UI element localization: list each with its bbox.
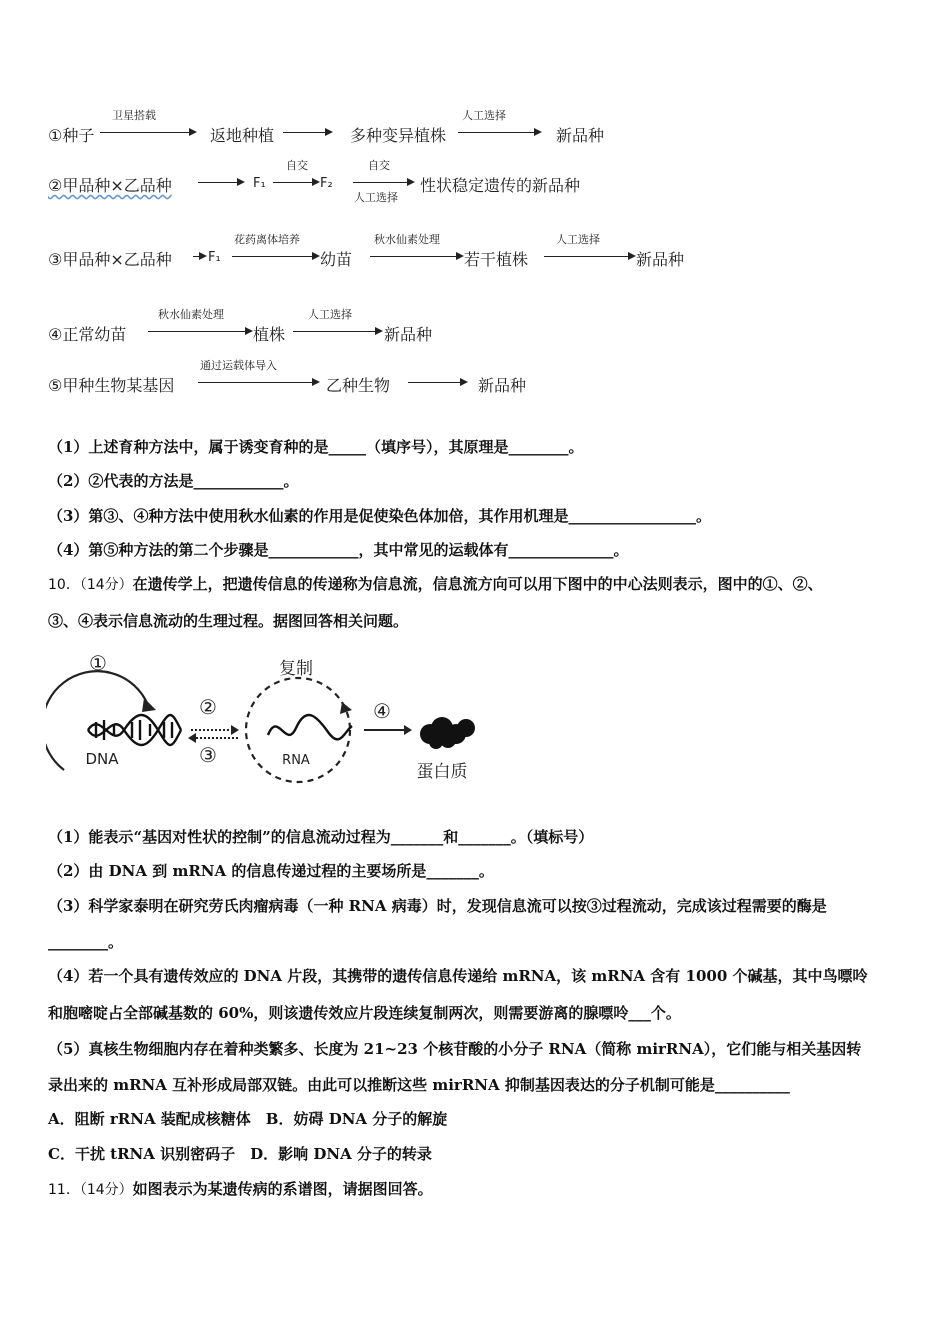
central-dogma-svg xyxy=(46,650,486,790)
arrow-icon xyxy=(283,132,331,133)
arrow-icon xyxy=(353,182,413,183)
q10-option-ab: A．阻断 rRNA 装配成核糖体 B．妨碍 DNA 分子的解旋 xyxy=(48,1110,448,1128)
q10-number: 10． xyxy=(48,577,80,593)
scheme-4-start: ④正常幼苗 xyxy=(48,325,127,344)
scheme-2-end: 性状稳定遗传的新品种 xyxy=(420,176,581,195)
scheme-4-arrow2-label: 人工选择 xyxy=(308,308,352,321)
arrowhead-icon xyxy=(404,725,412,735)
scheme-3-mid2: 幼苗 xyxy=(320,250,353,269)
protein-icon xyxy=(420,717,475,749)
arrow-icon xyxy=(370,256,462,257)
arrow-icon xyxy=(293,331,381,332)
arrow-icon xyxy=(408,382,466,383)
scheme-2-mid1: F₁ xyxy=(253,176,266,191)
scheme-1-arrow3-label: 人工选择 xyxy=(462,109,506,122)
scheme-3-mid3: 若干植株 xyxy=(464,250,529,269)
q11-stem xyxy=(48,1178,433,1199)
scheme-4-mid1: 植株 xyxy=(253,325,286,344)
label-4: ④ xyxy=(373,699,391,723)
scheme-2-arrow3-label: 自交 xyxy=(368,159,390,172)
scheme-4 xyxy=(48,308,468,346)
scheme-5-arrow1-label: 通过运载体导入 xyxy=(200,359,277,372)
scheme-3-end: 新品种 xyxy=(636,250,685,269)
q9-sub-2: （2）②代表的方法是____________。 xyxy=(48,472,299,490)
scheme-1-mid1: 返地种植 xyxy=(210,126,275,145)
arrowhead-icon xyxy=(188,733,196,743)
scheme-2-start: ②甲品种×乙品种 xyxy=(48,176,172,195)
arrowhead-icon xyxy=(340,702,352,714)
q10-score: （14分） xyxy=(79,577,133,593)
scheme-5-mid1: 乙种生物 xyxy=(326,376,391,395)
scheme-1-end: 新品种 xyxy=(556,126,605,145)
scheme-3-arrow4-label: 人工选择 xyxy=(556,233,600,246)
label-rna: RNA xyxy=(282,753,310,768)
q11-stem-text: 如图表示为某遗传病的系谱图，请据图回答。 xyxy=(132,1180,433,1198)
scheme-3-mid1: F₁ xyxy=(208,250,221,265)
q10-sub-4-cont: 和胞嘧啶占全部碱基数的 60%，则该遗传效应片段连续复制两次，则需要游离的腺嘌呤___个。 xyxy=(48,1004,681,1022)
arrow-icon xyxy=(273,182,318,183)
q11-number: 11． xyxy=(48,1182,80,1198)
q9-sub-4: （4）第⑤种方法的第二个步骤是____________，其中常见的运载体有______________。 xyxy=(48,541,629,559)
central-dogma-figure xyxy=(46,650,486,790)
label-protein: 蛋白质 xyxy=(416,762,468,782)
scheme-3-start: ③甲品种×乙品种 xyxy=(48,250,172,269)
q11-score: （14分） xyxy=(79,1182,133,1198)
q10-stem-text: 在遗传学上，把遗传信息的传递称为信息流，信息流方向可以用下图中的中心法则表示，图中的①、②、 xyxy=(132,575,823,593)
q10-sub-3: （3）科学家泰明在研究劳氏肉瘤病毒（一种 RNA 病毒）时，发现信息流可以按③过程流动，完成该过程需要的酶是 xyxy=(48,897,827,915)
scheme-3 xyxy=(48,233,708,271)
scheme-4-end: 新品种 xyxy=(384,325,433,344)
q10-stem-line-1 xyxy=(48,573,823,594)
scheme-2 xyxy=(48,159,648,204)
scheme-4-arrow1-label: 秋水仙素处理 xyxy=(158,308,224,321)
q10-option-cd: C．干扰 tRNA 识别密码子 D．影响 DNA 分子的转录 xyxy=(48,1145,432,1163)
scheme-1-arrow1-label: 卫星搭载 xyxy=(112,109,156,122)
arrow-icon xyxy=(544,256,634,257)
scheme-5-start: ⑤甲种生物某基因 xyxy=(48,376,175,395)
q10-sub-3-cont: ________。 xyxy=(48,933,124,951)
label-1: ① xyxy=(89,651,107,675)
scheme-2-arrow3-sublabel: 人工选择 xyxy=(354,191,398,204)
label-2: ② xyxy=(199,695,217,719)
scheme-3-arrow2-label: 花药离体培养 xyxy=(234,233,300,246)
scheme-5 xyxy=(48,359,548,397)
arrowhead-icon xyxy=(142,698,156,712)
arrow-icon xyxy=(458,132,540,133)
q10-sub-5-cont: 录出来的 mRNA 互补形成局部双链。由此可以推断这些 mirRNA 抑制基因表达的分子机制可能是__________ xyxy=(48,1076,790,1094)
scheme-2-arrow2-label: 自交 xyxy=(286,159,308,172)
scheme-1-start: ①种子 xyxy=(48,126,95,145)
q10-stem-line-2: ③、④表示信息流动的生理过程。据图回答相关问题。 xyxy=(48,612,409,630)
rna-strand-icon xyxy=(268,715,352,739)
q9-sub-3: （3）第③、④种方法中使用秋水仙素的作用是促使染色体加倍，其作用机理是_________________。 xyxy=(48,507,711,525)
q10-sub-5: （5）真核生物细胞内存在着种类繁多、长度为 21~23 个核苷酸的小分子 RNA（简称 mirRNA），它们能与相关基因转 xyxy=(48,1040,862,1058)
dna-helix-icon xyxy=(88,715,181,745)
q10-sub-4: （4）若一个具有遗传效应的 DNA 片段，其携带的遗传信息传递给 mRNA，该 mRNA 含有 1000 个碱基，其中鸟嘌呤 xyxy=(48,967,868,985)
q10-sub-2: （2）由 DNA 到 mRNA 的信息传递过程的主要场所是_______。 xyxy=(48,862,494,880)
scheme-5-end: 新品种 xyxy=(478,376,527,395)
scheme-1 xyxy=(48,109,648,147)
scheme-3-arrow3-label: 秋水仙素处理 xyxy=(374,233,440,246)
arrow-icon xyxy=(198,382,318,383)
arrow-icon xyxy=(148,331,251,332)
label-dna: DNA xyxy=(85,750,119,768)
q9-sub-1: （1）上述育种方法中，属于诱变育种的是_____（填序号），其原理是________。 xyxy=(48,438,584,456)
arrow-icon xyxy=(100,132,195,133)
label-copy: 复制 xyxy=(279,659,313,679)
arrowhead-icon xyxy=(231,725,239,735)
label-3: ③ xyxy=(199,743,217,767)
arrow-icon xyxy=(232,256,318,257)
scheme-2-mid2: F₂ xyxy=(320,176,333,191)
arrow-icon xyxy=(198,182,243,183)
q10-sub-1: （1）能表示“基因对性状的控制”的信息流动过程为_______和_______。（填标号） xyxy=(48,828,594,846)
arrow-icon xyxy=(193,256,205,257)
scheme-1-mid2: 多种变异植株 xyxy=(350,126,447,145)
